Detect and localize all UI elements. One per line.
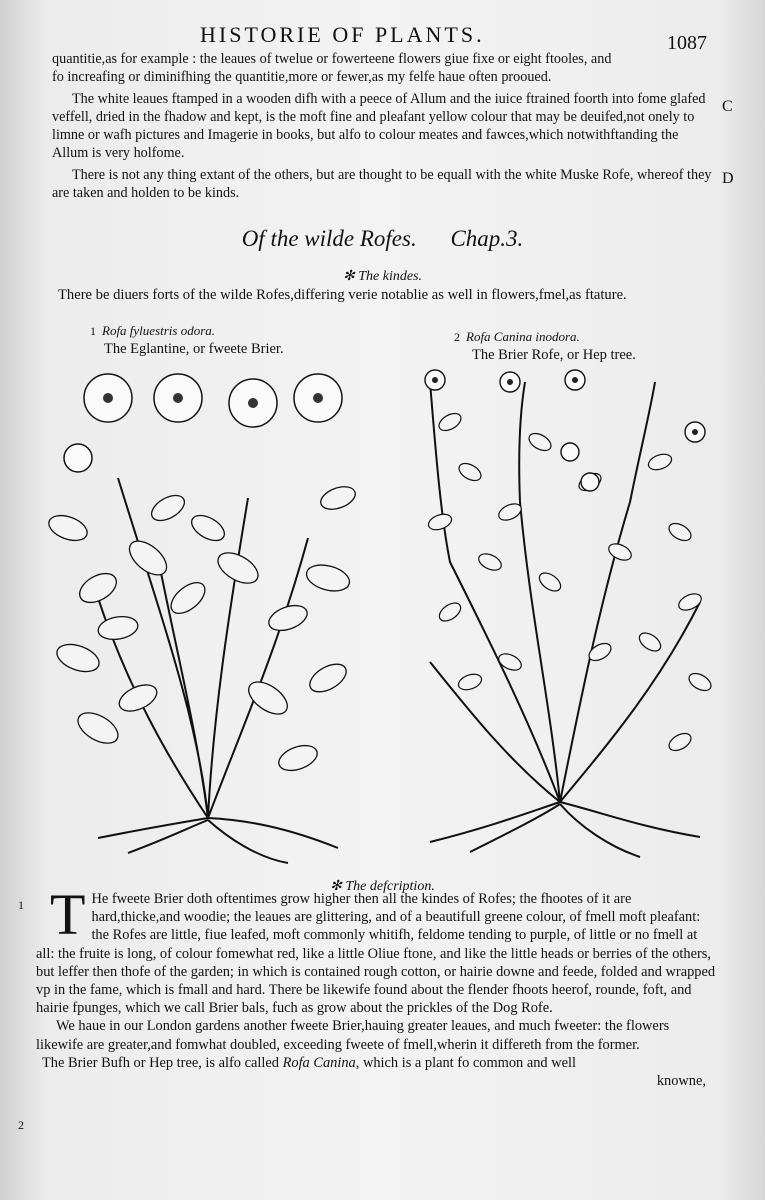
kinds-heading: ✻ The kindes. — [343, 269, 422, 284]
eglantine-woodcut-illustration — [38, 358, 368, 868]
allum-paragraph — [52, 90, 712, 162]
figure-english-name: The Brier Rofe, or Hep tree. — [472, 347, 636, 363]
figure-number: 2 — [454, 330, 460, 344]
description-paragraph-3 — [36, 1054, 716, 1072]
catchword: knowne, — [656, 1073, 706, 1090]
margin-letter-c: C — [722, 98, 733, 115]
paragraph-text: He fweete Brier doth oftentimes grow higher then all the kindes of Rofes; the fhootes of it are hard,thicke,and woodie; the leaues are glittering, and of a beautifull greene colour, of fmell moft pleafant: the Rofes are little, fiue leafed, moft commonly whitifh, feldome tending to purple, of little or no fmell at all: the fruite is long, of colour fomewhat red, like a little Oliue ftone, and like the little heads or berries of the others, but leffer then thofe of the garden; in which is contained rough cotton, or hairie downe and feede, folded and wrapped vp in the fame, which is fmall and hard. There be likewife found about the flender fhoots heerof, rounde, foft, and hairie fpunges, which we call Brier bals, fuch as grow about the prickles of the Dog Rofe. — [36, 891, 716, 1017]
brier-rose-woodcut-illustration — [410, 362, 720, 862]
item-number-1: 1 — [18, 898, 24, 912]
margin-letter-d: D — [722, 170, 734, 187]
figure-english-name: The Eglantine, or fweete Brier. — [104, 341, 284, 357]
description-heading: ✻ The defcription. — [330, 879, 435, 894]
others-paragraph — [52, 166, 712, 202]
figure-latin-name: Rofa Canina inodora. — [466, 329, 580, 344]
paragraph-text: The white leaues ftamped in a wooden difh with a peece of Allum and the iuice ftrained foorth into fome glafed veffell, dried in the fhadow and kept, is the moft fine and pleafant yellow colour that may be deuifed,not onely to limne or wafh pictures and Imagerie in books, but alfo to colour meates and fawces,which notwithftanding the Allum is very holfome. — [52, 91, 706, 161]
figure-caption-1 — [90, 322, 284, 358]
figure-caption-2 — [454, 328, 636, 364]
running-head: HISTORIE OF PLANTS. — [200, 22, 485, 47]
text-line: fo increafing or diminifhing the quantitie,more or fewer,as my felfe haue often prooued. — [52, 69, 552, 85]
top-paragraph-continuation — [52, 50, 712, 86]
paragraph-text: The Brier Bufh or Hep tree, is alfo called — [42, 1054, 279, 1071]
figure-number: 1 — [90, 324, 96, 338]
item-number-2: 2 — [18, 1118, 24, 1132]
paragraph-text: There is not any thing extant of the others, but are thought to be equall with the white Muske Rofe, whereof they are taken and holden to be kinds. — [52, 167, 712, 201]
description-paragraph-2: We haue in our London gardens another fweete Brier,hauing greater leaues, and much fweeter: the flowers likewife are greater,and fomwhat doubled, exceeding fweete of fmell,wherin it differeth from the former. — [36, 1018, 670, 1053]
figure-latin-name: Rofa fyluestris odora. — [102, 323, 216, 338]
kinds-text: There be diuers forts of the wilde Rofes,differing verie notablie as well in flowers,fmel,as ftature. — [58, 287, 627, 303]
chapter-number: Chap.3. — [450, 226, 524, 251]
chapter-title: Of the wilde Rofes. — [241, 226, 417, 251]
page-number: 1087 — [667, 32, 707, 54]
italic-latin-name: Rofa Canina, — [282, 1054, 360, 1071]
chapter-heading — [0, 226, 765, 252]
paragraph-text: which is a plant fo common and well — [362, 1054, 576, 1071]
drop-cap-letter: T — [50, 882, 86, 947]
page-header — [0, 18, 765, 52]
text-line: quantitie,as for example : the leaues of twelue or fowerteene flowers giue fixe or eight ftooles, and — [52, 51, 612, 67]
